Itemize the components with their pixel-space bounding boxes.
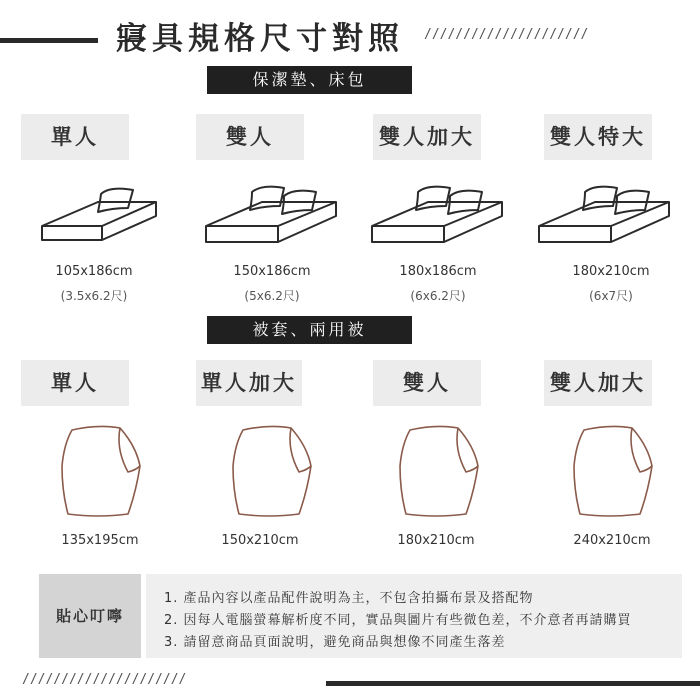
duvet-size-label-double-plus: 雙人加大 [544,360,652,406]
dim-single-chi: (3.5x6.2尺) [60,289,128,303]
fitted-sheet-double-illustration [202,182,342,252]
duvet-double-illustration [396,422,488,520]
decorative-slashes-top: ///////////////////// [424,27,589,42]
dim-double-chi: (5x6.2尺) [244,289,300,303]
dim-double-plus: 180x186cm [399,264,477,279]
duvet-size-label-double: 雙人 [373,360,481,406]
duvet-single-plus-illustration [229,422,321,520]
page-title: 寢具規格尺寸對照 [116,21,404,57]
note-line-3: 3. 請留意商品頁面說明，避免商品與想像不同產生落差 [164,635,506,650]
dim-double-king-chi: (6x7尺) [589,289,633,303]
fitted-sheet-single-illustration [38,182,163,252]
fitted-sheet-double-king-illustration [535,182,675,252]
header-rule-left [0,38,98,43]
size-label-single: 單人 [21,114,129,160]
notes-body [146,574,682,658]
duvet-dim-single: 135x195cm [61,533,139,548]
dim-double-plus-chi: (6x6.2尺) [410,289,466,303]
duvet-dim-double: 180x210cm [397,533,475,548]
duvet-dim-single-plus: 150x210cm [221,533,299,548]
size-label-double-plus: 雙人加大 [373,114,481,160]
footer-rule-right [326,681,700,686]
notes-label: 貼心叮嚀 [39,574,141,658]
size-label-double-king: 雙人特大 [544,114,652,160]
duvet-size-label-single-plus: 單人加大 [196,360,302,406]
section-banner-mattress: 保潔墊、床包 [207,66,412,94]
duvet-double-plus-illustration [570,422,662,520]
duvet-single-illustration [58,422,150,520]
note-line-2: 2. 因每人電腦螢幕解析度不同，實品與圖片有些微色差，不介意者再請購買 [164,613,632,628]
duvet-dim-double-plus: 240x210cm [573,533,651,548]
size-label-double: 雙人 [196,114,304,160]
decorative-slashes-bottom: ///////////////////// [22,672,187,687]
note-line-1: 1. 產品內容以產品配件說明為主，不包含拍攝布景及搭配物 [164,591,534,606]
dim-double-king: 180x210cm [572,264,650,279]
dim-double: 150x186cm [233,264,311,279]
dim-single: 105x186cm [55,264,133,279]
duvet-size-label-single: 單人 [21,360,129,406]
fitted-sheet-double-plus-illustration [368,182,508,252]
section-banner-duvet: 被套、兩用被 [207,316,412,344]
